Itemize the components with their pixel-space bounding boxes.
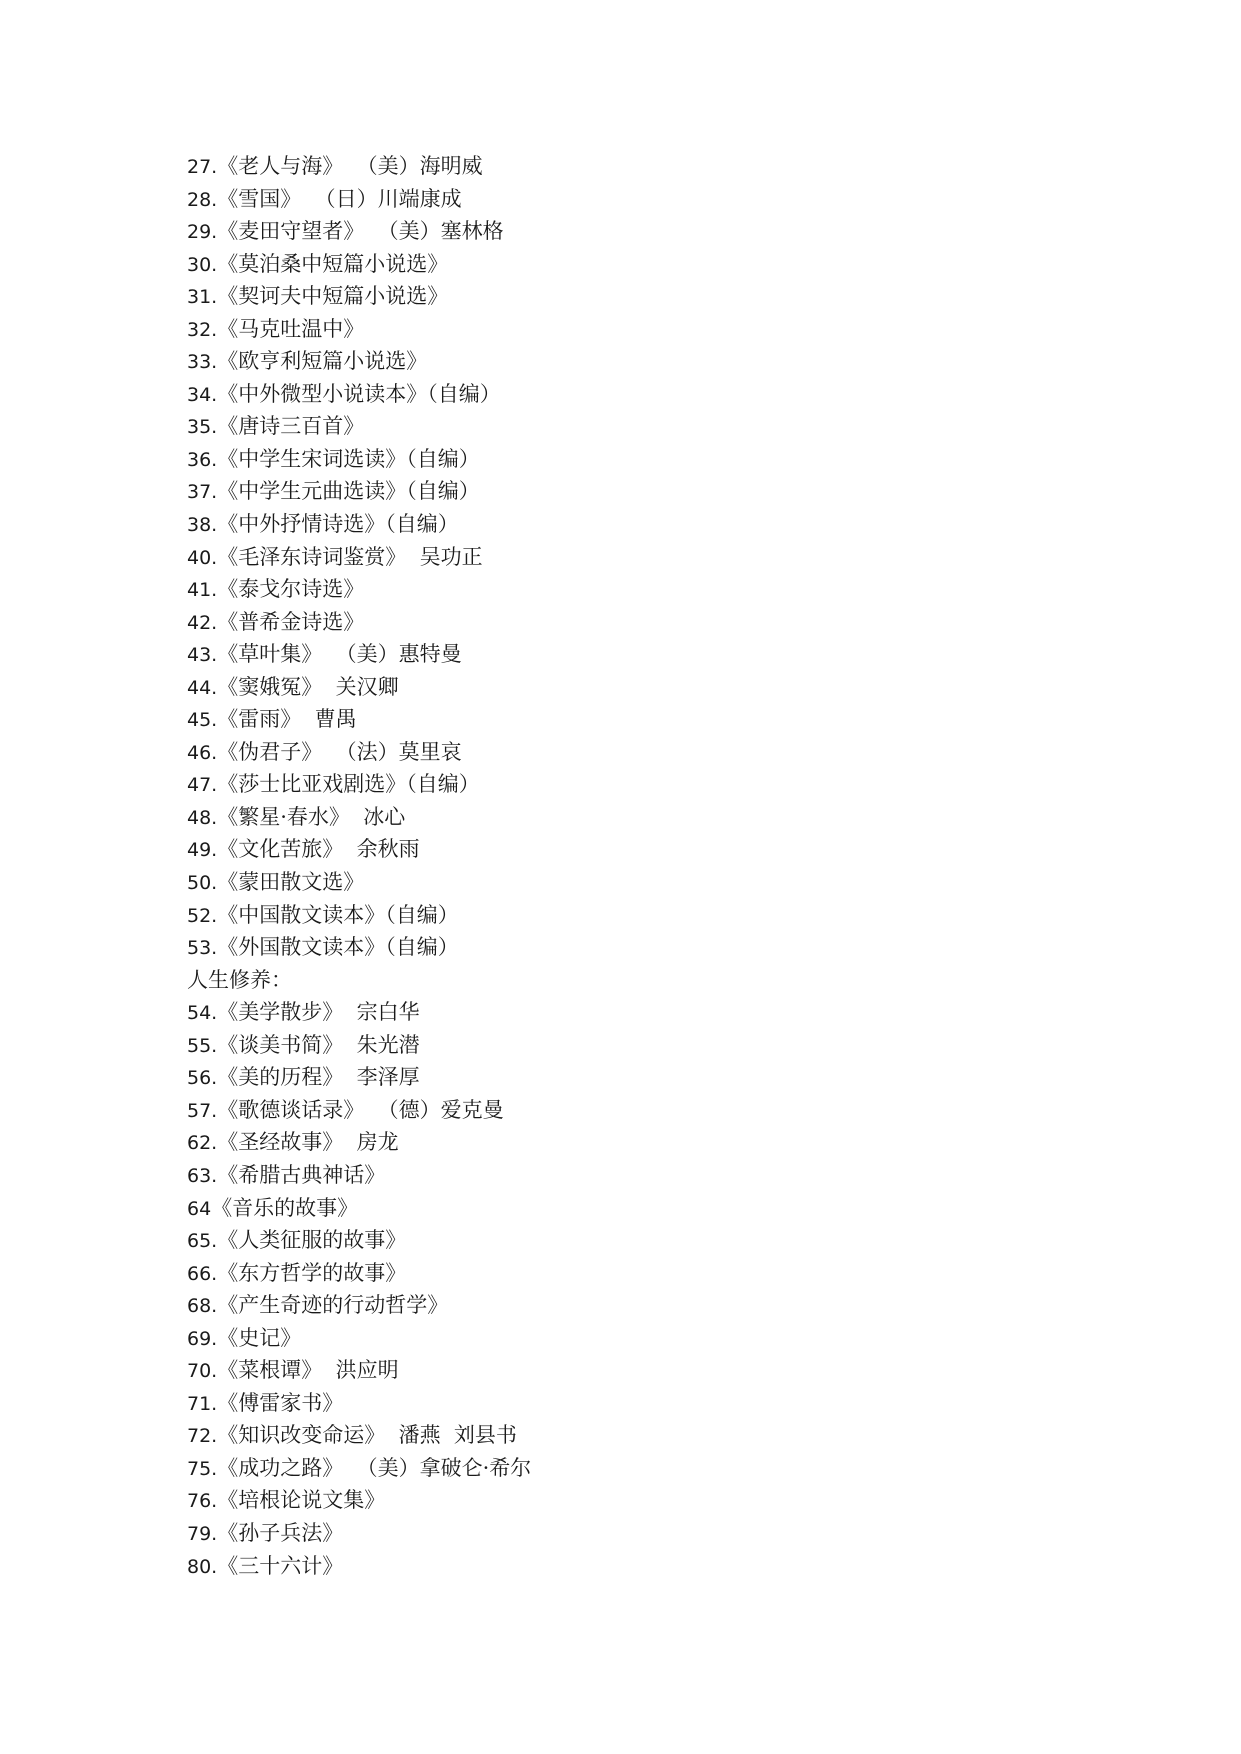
item-number: 33. bbox=[187, 351, 218, 374]
book-entry-text: 《谈美书简》 朱光潜 bbox=[217, 1032, 420, 1057]
item-number: 35. bbox=[187, 416, 218, 439]
item-number: 71. bbox=[187, 1392, 218, 1415]
book-list-item bbox=[187, 866, 1087, 899]
item-number: 72. bbox=[187, 1425, 218, 1448]
item-number: 56. bbox=[187, 1067, 218, 1090]
book-entry-text: 《东方哲学的故事》 bbox=[217, 1260, 407, 1285]
book-list-item bbox=[187, 508, 1087, 541]
book-list-item bbox=[187, 703, 1087, 736]
book-list-item bbox=[187, 1126, 1087, 1159]
book-list-item bbox=[187, 899, 1087, 932]
book-list-item bbox=[187, 443, 1087, 476]
book-list-item bbox=[187, 931, 1087, 964]
book-list bbox=[187, 150, 1087, 1582]
book-entry-text: 《傅雷家书》 bbox=[217, 1390, 344, 1415]
book-entry-text: 《美的历程》 李泽厚 bbox=[217, 1065, 420, 1090]
book-entry-text: 《中学生宋词选读》（自编） bbox=[217, 446, 480, 471]
book-entry-text: 《契诃夫中短篇小说选》 bbox=[217, 284, 449, 309]
book-list-item bbox=[187, 1322, 1087, 1355]
book-entry-text: 《中外抒情诗选》（自编） bbox=[217, 512, 459, 537]
book-entry-text: 《三十六计》 bbox=[217, 1553, 344, 1578]
book-entry-text: 《美学散步》 宗白华 bbox=[217, 1000, 420, 1025]
item-number: 37. bbox=[187, 481, 218, 504]
book-list-item bbox=[187, 345, 1087, 378]
book-list-item bbox=[187, 996, 1087, 1029]
book-list-item bbox=[187, 1550, 1087, 1583]
book-list-item bbox=[187, 215, 1087, 248]
item-number: 52. bbox=[187, 904, 218, 927]
book-list-item bbox=[187, 1484, 1087, 1517]
item-number: 45. bbox=[187, 709, 218, 732]
book-entry-text: 《唐诗三百首》 bbox=[217, 414, 365, 439]
item-number: 70. bbox=[187, 1360, 218, 1383]
book-entry-text: 《中学生元曲选读》（自编） bbox=[217, 479, 480, 504]
item-number: 43. bbox=[187, 644, 218, 667]
book-list-item bbox=[187, 378, 1087, 411]
item-number: 46. bbox=[187, 741, 218, 764]
item-number: 79. bbox=[187, 1522, 218, 1545]
book-entry-text: 《草叶集》 （美）惠特曼 bbox=[217, 642, 462, 667]
book-entry-text: 《普希金诗选》 bbox=[217, 609, 365, 634]
book-entry-text: 《蒙田散文选》 bbox=[217, 870, 365, 895]
book-list-item bbox=[187, 1257, 1087, 1290]
book-list-item bbox=[187, 833, 1087, 866]
book-entry-text: 《雷雨》 曹禺 bbox=[217, 707, 357, 732]
book-list-item bbox=[187, 541, 1087, 574]
book-entry-text: 《圣经故事》 房龙 bbox=[217, 1130, 399, 1155]
book-list-item bbox=[187, 638, 1087, 671]
book-list-item bbox=[187, 150, 1087, 183]
book-entry-text: 《成功之路》 （美）拿破仑·希尔 bbox=[217, 1455, 532, 1480]
book-entry-text: 《莎士比亚戏剧选》（自编） bbox=[217, 772, 480, 797]
item-number: 76. bbox=[187, 1490, 218, 1513]
section-heading-text: 人生修养： bbox=[187, 967, 292, 992]
book-entry-text: 《毛泽东诗词鉴赏》 吴功正 bbox=[217, 544, 483, 569]
item-number: 54. bbox=[187, 1002, 218, 1025]
book-entry-text: 《菜根谭》 洪应明 bbox=[217, 1358, 399, 1383]
book-entry-text: 《培根论说文集》 bbox=[217, 1488, 386, 1513]
item-number: 57. bbox=[187, 1099, 218, 1122]
book-entry-text: 《希腊古典神话》 bbox=[217, 1162, 386, 1187]
book-entry-text: 《雪国》 （日）川端康成 bbox=[217, 186, 462, 211]
book-list-item bbox=[187, 1387, 1087, 1420]
book-entry-text: 《繁星·春水》 冰心 bbox=[217, 804, 406, 829]
item-number: 47. bbox=[187, 774, 218, 797]
item-number: 55. bbox=[187, 1034, 218, 1057]
item-number: 68. bbox=[187, 1295, 218, 1318]
book-entry-text: 《莫泊桑中短篇小说选》 bbox=[217, 251, 449, 276]
book-list-item bbox=[187, 1224, 1087, 1257]
item-number: 69. bbox=[187, 1327, 218, 1350]
book-entry-text: 《马克吐温中》 bbox=[217, 316, 365, 341]
item-number: 28. bbox=[187, 188, 218, 211]
book-list-item bbox=[187, 1289, 1087, 1322]
book-entry-text: 《歌德谈话录》 （德）爱克曼 bbox=[217, 1097, 504, 1122]
book-entry-text: 《外国散文读本》（自编） bbox=[217, 935, 459, 960]
item-number: 34. bbox=[187, 383, 218, 406]
book-list-item bbox=[187, 801, 1087, 834]
book-list-item bbox=[187, 1061, 1087, 1094]
book-entry-text: 《音乐的故事》 bbox=[211, 1195, 359, 1220]
book-entry-text: 《老人与海》 （美）海明威 bbox=[217, 154, 483, 178]
book-entry-text: 《麦田守望者》 （美）塞林格 bbox=[217, 219, 504, 244]
item-number: 41. bbox=[187, 579, 218, 602]
book-entry-text: 《孙子兵法》 bbox=[217, 1520, 344, 1545]
book-entry-text: 《中外微型小说读本》（自编） bbox=[217, 381, 501, 406]
book-list-item bbox=[187, 1354, 1087, 1387]
item-number: 27. bbox=[187, 156, 218, 178]
book-list-item bbox=[187, 1094, 1087, 1127]
book-entry-text: 《史记》 bbox=[217, 1325, 302, 1350]
item-number: 65. bbox=[187, 1230, 218, 1253]
book-entry-text: 《欧亨利短篇小说选》 bbox=[217, 349, 428, 374]
book-entry-text: 《知识改变命运》 潘燕 刘县书 bbox=[217, 1423, 517, 1448]
book-list-item bbox=[187, 606, 1087, 639]
book-list-item bbox=[187, 1029, 1087, 1062]
book-entry-text: 《伪君子》 （法）莫里哀 bbox=[217, 739, 462, 764]
item-number: 42. bbox=[187, 611, 218, 634]
book-entry-text: 《产生奇迹的行动哲学》 bbox=[217, 1293, 449, 1318]
item-number: 44. bbox=[187, 676, 218, 699]
item-number: 31. bbox=[187, 286, 218, 309]
item-number: 40. bbox=[187, 546, 218, 569]
item-number: 63. bbox=[187, 1164, 218, 1187]
book-list-item bbox=[187, 768, 1087, 801]
book-list-item bbox=[187, 1159, 1087, 1192]
book-entry-text: 《文化苦旅》 余秋雨 bbox=[217, 837, 420, 862]
book-list-item bbox=[187, 410, 1087, 443]
book-list-item bbox=[187, 183, 1087, 216]
book-list-item bbox=[187, 248, 1087, 281]
item-number: 30. bbox=[187, 253, 218, 276]
item-number: 49. bbox=[187, 839, 218, 862]
book-entry-text: 《中国散文读本》（自编） bbox=[217, 902, 459, 927]
item-number: 75. bbox=[187, 1457, 218, 1480]
item-number: 53. bbox=[187, 937, 218, 960]
book-list-item bbox=[187, 573, 1087, 606]
book-entry-text: 《人类征服的故事》 bbox=[217, 1228, 407, 1253]
book-list-item bbox=[187, 475, 1087, 508]
book-entry-text: 《泰戈尔诗选》 bbox=[217, 577, 365, 602]
book-list-item bbox=[187, 280, 1087, 313]
book-list-item bbox=[187, 736, 1087, 769]
section-heading bbox=[187, 964, 1087, 997]
book-list-item bbox=[187, 1517, 1087, 1550]
item-number: 50. bbox=[187, 872, 218, 895]
item-number: 80. bbox=[187, 1555, 218, 1578]
book-list-item bbox=[187, 1419, 1087, 1452]
book-list-item bbox=[187, 313, 1087, 346]
item-number: 36. bbox=[187, 448, 218, 471]
book-list-item bbox=[187, 1452, 1087, 1485]
item-number: 38. bbox=[187, 514, 218, 537]
item-number: 29. bbox=[187, 221, 218, 244]
book-entry-text: 《窦娥冤》 关汉卿 bbox=[217, 674, 399, 699]
item-number: 48. bbox=[187, 806, 218, 829]
item-number: 64 bbox=[187, 1197, 212, 1220]
book-list-item bbox=[187, 1192, 1087, 1225]
item-number: 62. bbox=[187, 1132, 218, 1155]
item-number: 66. bbox=[187, 1262, 218, 1285]
book-list-item bbox=[187, 671, 1087, 704]
item-number: 32. bbox=[187, 318, 218, 341]
